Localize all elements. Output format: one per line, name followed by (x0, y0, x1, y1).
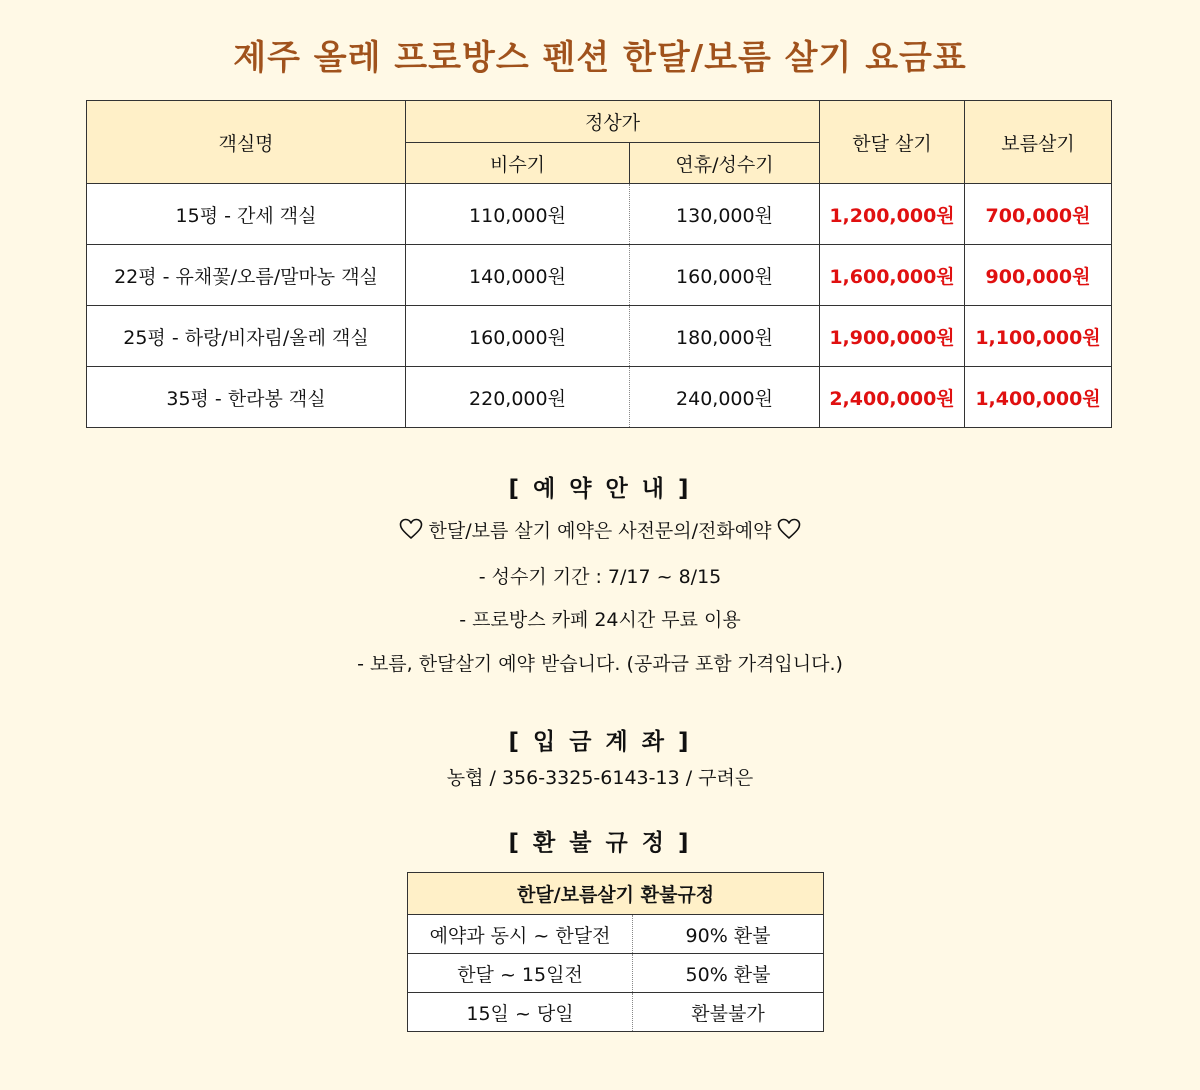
refund-policy: 환불불가 (633, 993, 824, 1032)
heart-outline-icon (399, 518, 423, 540)
peak-price: 130,000원 (630, 184, 820, 245)
offseason-price: 160,000원 (406, 306, 630, 367)
refund-policy: 50% 환불 (633, 954, 824, 993)
room-name: 25평 - 하랑/비자림/올레 객실 (87, 306, 406, 367)
refund-policy: 90% 환불 (633, 915, 824, 954)
refund-period: 15일 ~ 당일 (408, 993, 633, 1032)
peak-price: 240,000원 (630, 367, 820, 428)
halfmonth-price: 1,400,000원 (965, 367, 1112, 428)
halfmonth-price: 700,000원 (965, 184, 1112, 245)
month-price: 1,900,000원 (820, 306, 965, 367)
cafe-info: - 프로방스 카페 24시간 무료 이용 (459, 609, 741, 631)
month-price: 2,400,000원 (820, 367, 965, 428)
offseason-price: 110,000원 (406, 184, 630, 245)
halfmonth-price: 900,000원 (965, 245, 1112, 306)
refund-table-title: 한달/보름살기 환불규정 (408, 873, 824, 915)
month-price: 1,200,000원 (820, 184, 965, 245)
header-peak-season: 연휴/성수기 (630, 143, 820, 184)
month-price: 1,600,000원 (820, 245, 965, 306)
page-title: 제주 올레 프로방스 펜션 한달/보름 살기 요금표 (233, 38, 967, 78)
header-room: 객실명 (87, 101, 406, 184)
peak-price: 160,000원 (630, 245, 820, 306)
offseason-price: 140,000원 (406, 245, 630, 306)
peak-price: 180,000원 (630, 306, 820, 367)
room-name: 35평 - 한라봉 객실 (87, 367, 406, 428)
refund-period: 한달 ~ 15일전 (408, 954, 633, 993)
table-row (87, 184, 1112, 245)
refund-table (407, 872, 824, 1032)
header-regular-price: 정상가 (406, 101, 820, 143)
offseason-price: 220,000원 (406, 367, 630, 428)
header-month-stay: 한달 살기 (820, 101, 965, 184)
halfmonth-price: 1,100,000원 (965, 306, 1112, 367)
peak-season-period: - 성수기 기간 : 7/17 ~ 8/15 (478, 566, 722, 588)
reservation-heading: [ 예 약 안 내 ] (508, 476, 692, 502)
reservation-main-text: 한달/보름 살기 예약은 사전문의/전화예약 (428, 520, 772, 542)
refund-heading: [ 환 불 규 정 ] (508, 830, 692, 856)
header-halfmonth-stay: 보름살기 (965, 101, 1112, 184)
heart-outline-icon (777, 518, 801, 540)
table-row (87, 306, 1112, 367)
rate-table (86, 100, 1112, 428)
room-name: 15평 - 간세 객실 (87, 184, 406, 245)
table-row (87, 367, 1112, 428)
deposit-account: 농협 / 356-3325-6143-13 / 구려은 (446, 767, 754, 789)
booking-info: - 보름, 한달살기 예약 받습니다. (공과금 포함 가격입니다.) (357, 653, 843, 675)
table-row (408, 915, 824, 954)
deposit-heading: [ 입 금 계 좌 ] (508, 729, 692, 755)
refund-period: 예약과 동시 ~ 한달전 (408, 915, 633, 954)
table-row (87, 245, 1112, 306)
header-offseason: 비수기 (406, 143, 630, 184)
table-row (408, 954, 824, 993)
reservation-main-line (0, 516, 1200, 543)
table-row (408, 993, 824, 1032)
room-name: 22평 - 유채꽃/오름/말마농 객실 (87, 245, 406, 306)
